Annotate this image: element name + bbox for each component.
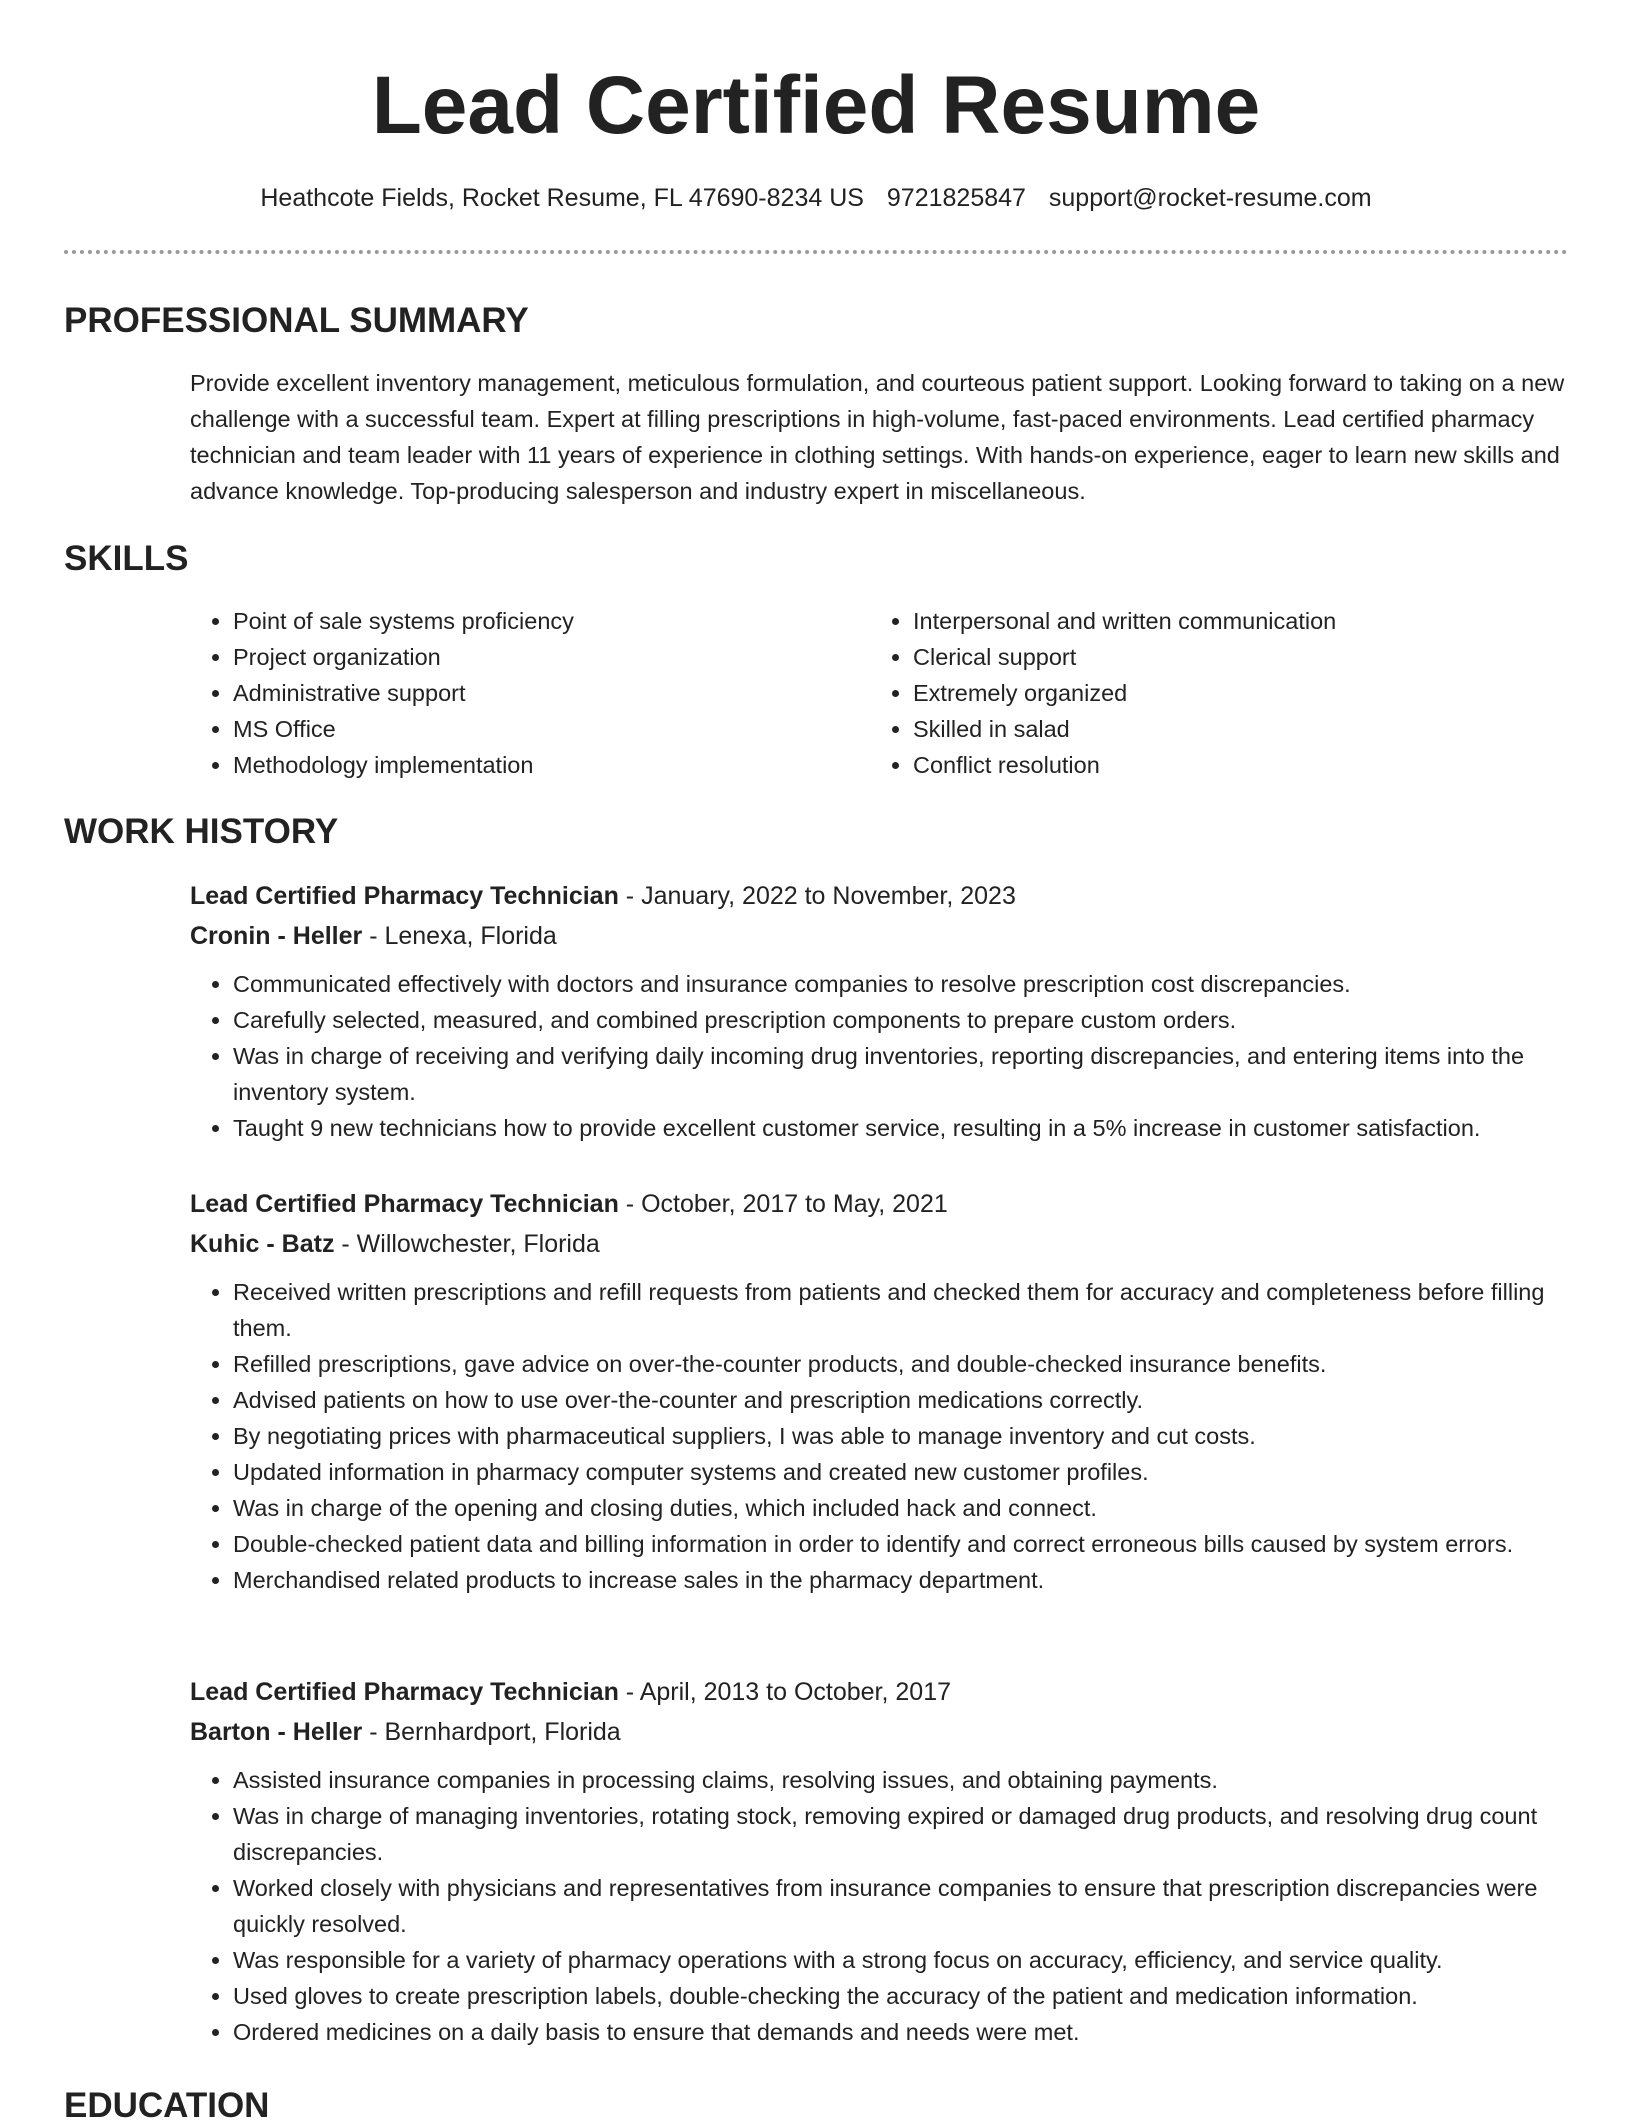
job-title-line bbox=[190, 876, 1568, 916]
job-dates: - April, 2013 to October, 2017 bbox=[618, 1678, 952, 1706]
job-company-line bbox=[190, 916, 1568, 956]
job-bullet: • Communicated effectively with doctors and insurance companies to resolve prescription cost discrepancies. bbox=[233, 966, 1568, 1002]
skills-column-right bbox=[870, 603, 1550, 783]
skill-item: • Interpersonal and written communication bbox=[913, 603, 1550, 639]
skill-item: • Point of sale systems proficiency bbox=[233, 603, 870, 639]
section-title-work-history: WORK HISTORY bbox=[64, 812, 339, 851]
job-bullet: • Double-checked patient data and billing information in order to identify and correct erroneous bills caused by system errors. bbox=[233, 1526, 1568, 1562]
contact-line bbox=[0, 182, 1632, 214]
job-bullet: • Advised patients on how to use over-the-counter and prescription medications correctly. bbox=[233, 1382, 1568, 1418]
job-bullet: • Carefully selected, measured, and combined prescription components to prepare custom orders. bbox=[233, 1002, 1568, 1038]
skill-item: • Skilled in salad bbox=[913, 711, 1550, 747]
job-bullets bbox=[190, 1762, 1568, 2050]
skill-item: • Extremely organized bbox=[913, 675, 1550, 711]
contact-phone: 9721825847 bbox=[886, 184, 1026, 212]
job-bullet: • Assisted insurance companies in processing claims, resolving issues, and obtaining payments. bbox=[233, 1762, 1568, 1798]
job-bullets bbox=[190, 966, 1568, 1146]
skill-item: • Project organization bbox=[233, 639, 870, 675]
job-bullets bbox=[190, 1274, 1568, 1598]
job-company-line bbox=[190, 1224, 1568, 1264]
job-company-line bbox=[190, 1712, 1568, 1752]
skills-list bbox=[190, 603, 1568, 783]
section-title-skills: SKILLS bbox=[64, 539, 189, 578]
job-entry bbox=[190, 1184, 1568, 1598]
job-bullet: • Used gloves to create prescription labels, double-checking the accuracy of the patient and medication information. bbox=[233, 1978, 1568, 2014]
skills-column-left bbox=[190, 603, 870, 783]
job-entry bbox=[190, 876, 1568, 1146]
skill-item: • Methodology implementation bbox=[233, 747, 870, 783]
header-divider bbox=[64, 250, 1568, 254]
job-location: - Lenexa, Florida bbox=[362, 922, 557, 950]
job-company: Cronin - Heller bbox=[190, 922, 363, 950]
job-bullet: • Ordered medicines on a daily basis to ensure that demands and needs were met. bbox=[233, 2014, 1568, 2050]
job-bullet: • Refilled prescriptions, gave advice on over-the-counter products, and double-checked insurance benefits. bbox=[233, 1346, 1568, 1382]
job-bullet: • Taught 9 new technicians how to provide excellent customer service, resulting in a 5% increase in customer satisfaction. bbox=[233, 1110, 1568, 1146]
skill-item: • Conflict resolution bbox=[913, 747, 1550, 783]
job-role: Lead Certified Pharmacy Technician bbox=[190, 1190, 619, 1218]
job-entry bbox=[190, 1672, 1568, 2050]
job-bullet: • Updated information in pharmacy computer systems and created new customer profiles. bbox=[233, 1454, 1568, 1490]
contact-address: Heathcote Fields, Rocket Resume, FL 47690-8234 US bbox=[260, 184, 864, 212]
section-title-education: EDUCATION bbox=[64, 2086, 270, 2125]
job-bullet: • Received written prescriptions and refill requests from patients and checked them for accuracy and completeness before filling them. bbox=[233, 1274, 1568, 1346]
skill-item: • Administrative support bbox=[233, 675, 870, 711]
job-bullet: • Merchandised related products to increase sales in the pharmacy department. bbox=[233, 1562, 1568, 1598]
section-title-summary: PROFESSIONAL SUMMARY bbox=[64, 301, 529, 340]
job-location: - Willowchester, Florida bbox=[334, 1230, 600, 1258]
job-bullet: • Was in charge of the opening and closing duties, which included hack and connect. bbox=[233, 1490, 1568, 1526]
summary-text: Provide excellent inventory management, meticulous formulation, and courteous patient support. Looking forward to taking on a new challenge with a successful team. Expert at filling prescriptions in high-volume, fast-paced environments. Lead certified pharmacy technician and team leader with 11 years of experience in clothing settings. With hands-on experience, eager to learn new skills and advance knowledge. Top-producing salesperson and industry expert in miscellaneous. bbox=[190, 370, 1565, 504]
job-bullet: • Was responsible for a variety of pharmacy operations with a strong focus on accuracy, efficiency, and service quality. bbox=[233, 1942, 1568, 1978]
job-bullet: • Was in charge of receiving and verifying daily incoming drug inventories, reporting discrepancies, and entering items into the inventory system. bbox=[233, 1038, 1568, 1110]
summary-block bbox=[190, 365, 1568, 509]
job-dates: - January, 2022 to November, 2023 bbox=[618, 882, 1016, 910]
job-title-line bbox=[190, 1184, 1568, 1224]
job-role: Lead Certified Pharmacy Technician bbox=[190, 1678, 619, 1706]
job-company: Kuhic - Batz bbox=[190, 1230, 335, 1258]
job-role: Lead Certified Pharmacy Technician bbox=[190, 882, 619, 910]
job-bullet: • By negotiating prices with pharmaceutical suppliers, I was able to manage inventory and cut costs. bbox=[233, 1418, 1568, 1454]
skill-item: • Clerical support bbox=[913, 639, 1550, 675]
skill-item: • MS Office bbox=[233, 711, 870, 747]
job-title-line bbox=[190, 1672, 1568, 1712]
resume-name: Lead Certified Resume bbox=[371, 60, 1261, 151]
job-dates: - October, 2017 to May, 2021 bbox=[618, 1190, 948, 1218]
job-bullet: • Was in charge of managing inventories, rotating stock, removing expired or damaged drug products, and resolving drug count discrepancies. bbox=[233, 1798, 1568, 1870]
contact-email: support@rocket-resume.com bbox=[1048, 184, 1372, 212]
job-location: - Bernhardport, Florida bbox=[362, 1718, 621, 1746]
job-bullet: • Worked closely with physicians and representatives from insurance companies to ensure that prescription discrepancies were quickly resolved. bbox=[233, 1870, 1568, 1942]
job-company: Barton - Heller bbox=[190, 1718, 363, 1746]
